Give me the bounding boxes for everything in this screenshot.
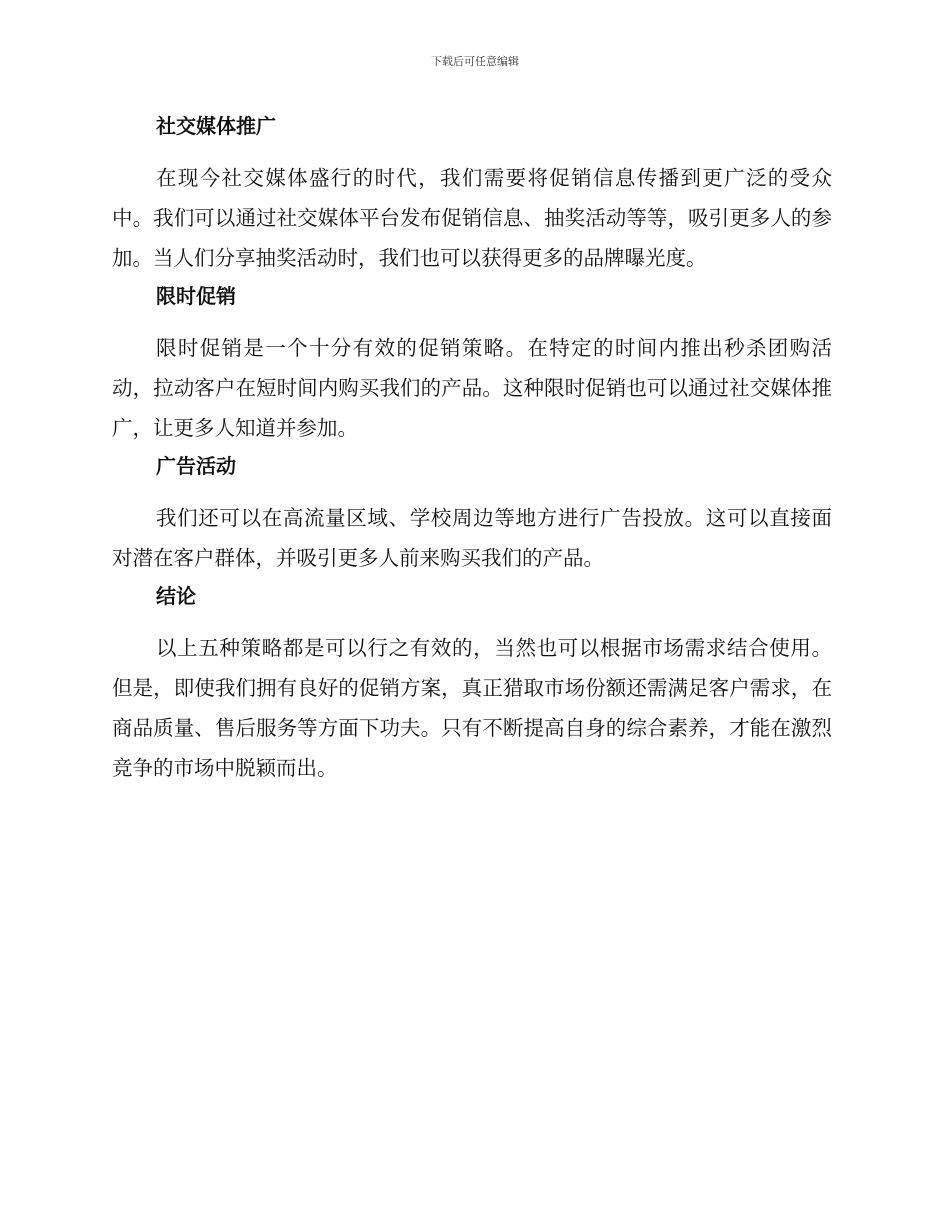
section-social-media [112,108,832,278]
section-paragraph: 限时促销是一个十分有效的促销策略。在特定的时间内推出秒杀团购活动，拉动客户在短时间内购买我们的产品。这种限时促销也可以通过社交媒体推广，让更多人知道并参加。 [112,336,832,440]
section-paragraph: 在现今社交媒体盛行的时代，我们需要将促销信息传播到更广泛的受众中。我们可以通过社交媒体平台发布促销信息、抽奖活动等等，吸引更多人的参加。当人们分享抽奖活动时，我们也可以获得更多的品牌曝光度。 [112,166,832,270]
section-heading: 限时促销 [156,284,236,308]
section-limited-time [112,278,832,448]
document-content [112,108,832,788]
section-heading: 广告活动 [156,454,236,478]
section-heading: 社交媒体推广 [156,114,276,138]
section-paragraph: 以上五种策略都是可以行之有效的，当然也可以根据市场需求结合使用。但是，即使我们拥有良好的促销方案，真正猎取市场份额还需满足客户需求，在商品质量、售后服务等方面下功夫。只有不断提高自身的综合素养，才能在激烈竞争的市场中脱颖而出。 [112,636,832,780]
section-advertising [112,448,832,578]
section-conclusion [112,578,832,788]
section-paragraph: 我们还可以在高流量区域、学校周边等地方进行广告投放。这可以直接面对潜在客户群体，并吸引更多人前来购买我们的产品。 [112,506,832,570]
section-heading: 结论 [156,584,196,608]
page-header: 下载后可任意编辑 [431,55,519,68]
